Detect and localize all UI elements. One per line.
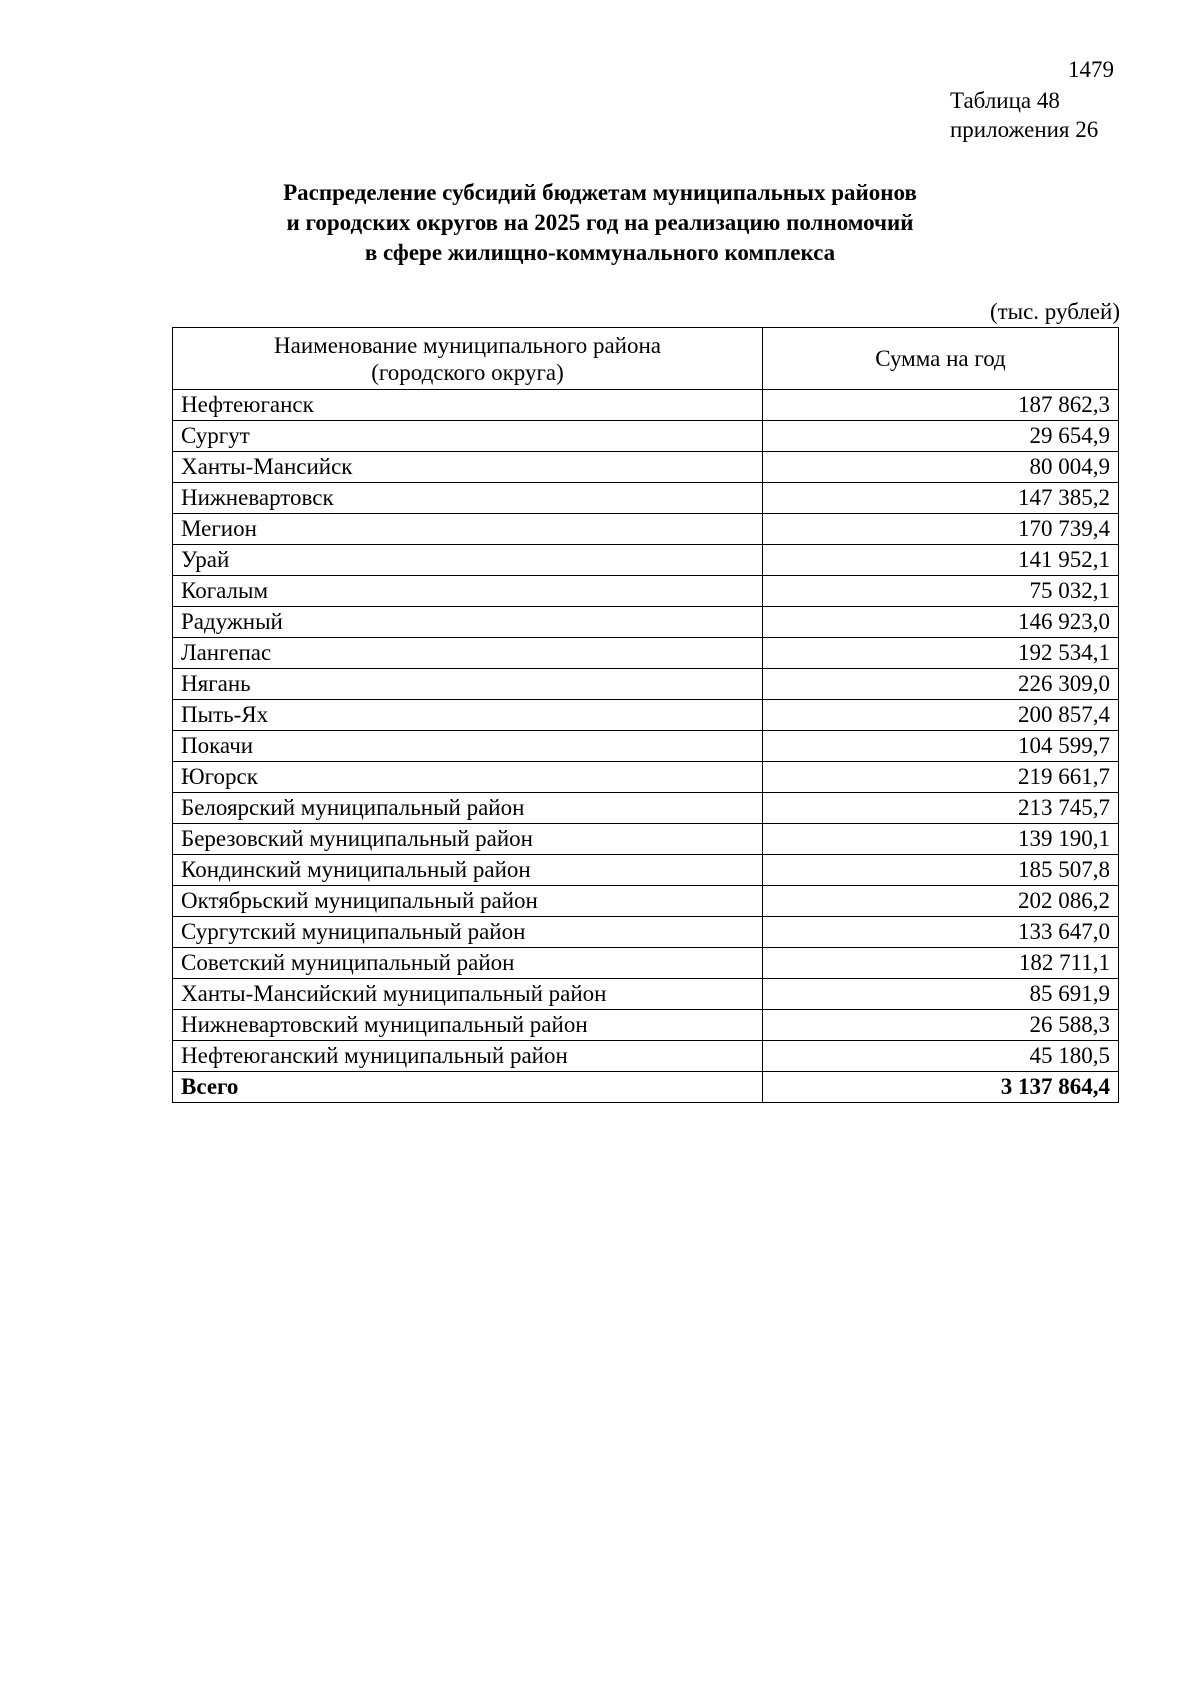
row-name: Покачи	[173, 731, 763, 762]
row-amount: 146 923,0	[763, 607, 1119, 638]
table-reference-line-2: приложения 26	[950, 117, 1099, 142]
row-amount: 139 190,1	[763, 824, 1119, 855]
total-label: Всего	[173, 1072, 763, 1103]
page-number: 1479	[1068, 57, 1114, 82]
row-name: Нягань	[173, 669, 763, 700]
row-name: Нижневартовский муниципальный район	[173, 1010, 763, 1041]
row-amount: 133 647,0	[763, 917, 1119, 948]
row-name: Нефтеюганский муниципальный район	[173, 1041, 763, 1072]
header-name-line-2: (городского округа)	[371, 359, 564, 385]
title-line-2: и городских округов на 2025 год на реализацию полномочий	[286, 210, 914, 235]
row-amount: 219 661,7	[763, 762, 1119, 793]
row-amount: 200 857,4	[763, 700, 1119, 731]
table-row	[173, 886, 1119, 917]
row-name: Пыть-Ях	[173, 700, 763, 731]
table-row	[173, 1010, 1119, 1041]
row-name: Белоярский муниципальный район	[173, 793, 763, 824]
row-name: Сургутский муниципальный район	[173, 917, 763, 948]
row-name: Мегион	[173, 514, 763, 545]
row-amount: 29 654,9	[763, 421, 1119, 452]
header-name-line-1: Наименование муниципального района	[274, 332, 661, 358]
row-amount: 104 599,7	[763, 731, 1119, 762]
row-name: Кондинский муниципальный район	[173, 855, 763, 886]
row-name: Радужный	[173, 607, 763, 638]
row-name: Советский муниципальный район	[173, 948, 763, 979]
table-row	[173, 390, 1119, 421]
table-row	[173, 917, 1119, 948]
row-amount: 26 588,3	[763, 1010, 1119, 1041]
document-title	[170, 178, 1030, 268]
row-name: Югорск	[173, 762, 763, 793]
title-line-1: Распределение субсидий бюджетам муниципальных районов	[283, 180, 917, 205]
table-row	[173, 979, 1119, 1010]
row-amount: 147 385,2	[763, 483, 1119, 514]
row-amount: 226 309,0	[763, 669, 1119, 700]
row-name: Нижневартовск	[173, 483, 763, 514]
table-total-row	[173, 1072, 1119, 1103]
table-row	[173, 948, 1119, 979]
row-amount: 141 952,1	[763, 545, 1119, 576]
units-note: (тыс. рублей)	[989, 299, 1120, 324]
table-reference	[950, 86, 1098, 144]
table-body	[173, 390, 1119, 1103]
table-row	[173, 607, 1119, 638]
table-row	[173, 514, 1119, 545]
row-amount: 192 534,1	[763, 638, 1119, 669]
row-amount: 45 180,5	[763, 1041, 1119, 1072]
row-name: Лангепас	[173, 638, 763, 669]
row-name: Октябрьский муниципальный район	[173, 886, 763, 917]
row-name: Ханты-Мансийский муниципальный район	[173, 979, 763, 1010]
row-amount: 75 032,1	[763, 576, 1119, 607]
header-name	[173, 328, 763, 390]
row-name: Березовский муниципальный район	[173, 824, 763, 855]
row-amount: 80 004,9	[763, 452, 1119, 483]
table-row	[173, 483, 1119, 514]
row-amount: 85 691,9	[763, 979, 1119, 1010]
table-row	[173, 700, 1119, 731]
title-line-3: в сфере жилищно-коммунального комплекса	[364, 240, 836, 265]
table-row	[173, 855, 1119, 886]
row-name: Сургут	[173, 421, 763, 452]
row-amount: 202 086,2	[763, 886, 1119, 917]
table-row	[173, 762, 1119, 793]
subsidy-table	[172, 327, 1119, 1103]
table-row	[173, 1041, 1119, 1072]
row-name: Ханты-Мансийск	[173, 452, 763, 483]
table-header-row	[173, 328, 1119, 390]
table-row	[173, 824, 1119, 855]
table-row	[173, 452, 1119, 483]
table-row	[173, 545, 1119, 576]
row-amount: 182 711,1	[763, 948, 1119, 979]
row-amount: 187 862,3	[763, 390, 1119, 421]
header-amount: Сумма на год	[763, 328, 1119, 390]
table-row	[173, 421, 1119, 452]
row-amount: 213 745,7	[763, 793, 1119, 824]
row-amount: 170 739,4	[763, 514, 1119, 545]
table-row	[173, 638, 1119, 669]
total-amount: 3 137 864,4	[763, 1072, 1119, 1103]
table-reference-line-1: Таблица 48	[950, 88, 1060, 113]
row-name: Когалым	[173, 576, 763, 607]
table-row	[173, 793, 1119, 824]
row-name: Нефтеюганск	[173, 390, 763, 421]
table-row	[173, 576, 1119, 607]
table-row	[173, 731, 1119, 762]
row-name: Урай	[173, 545, 763, 576]
row-amount: 185 507,8	[763, 855, 1119, 886]
table-row	[173, 669, 1119, 700]
